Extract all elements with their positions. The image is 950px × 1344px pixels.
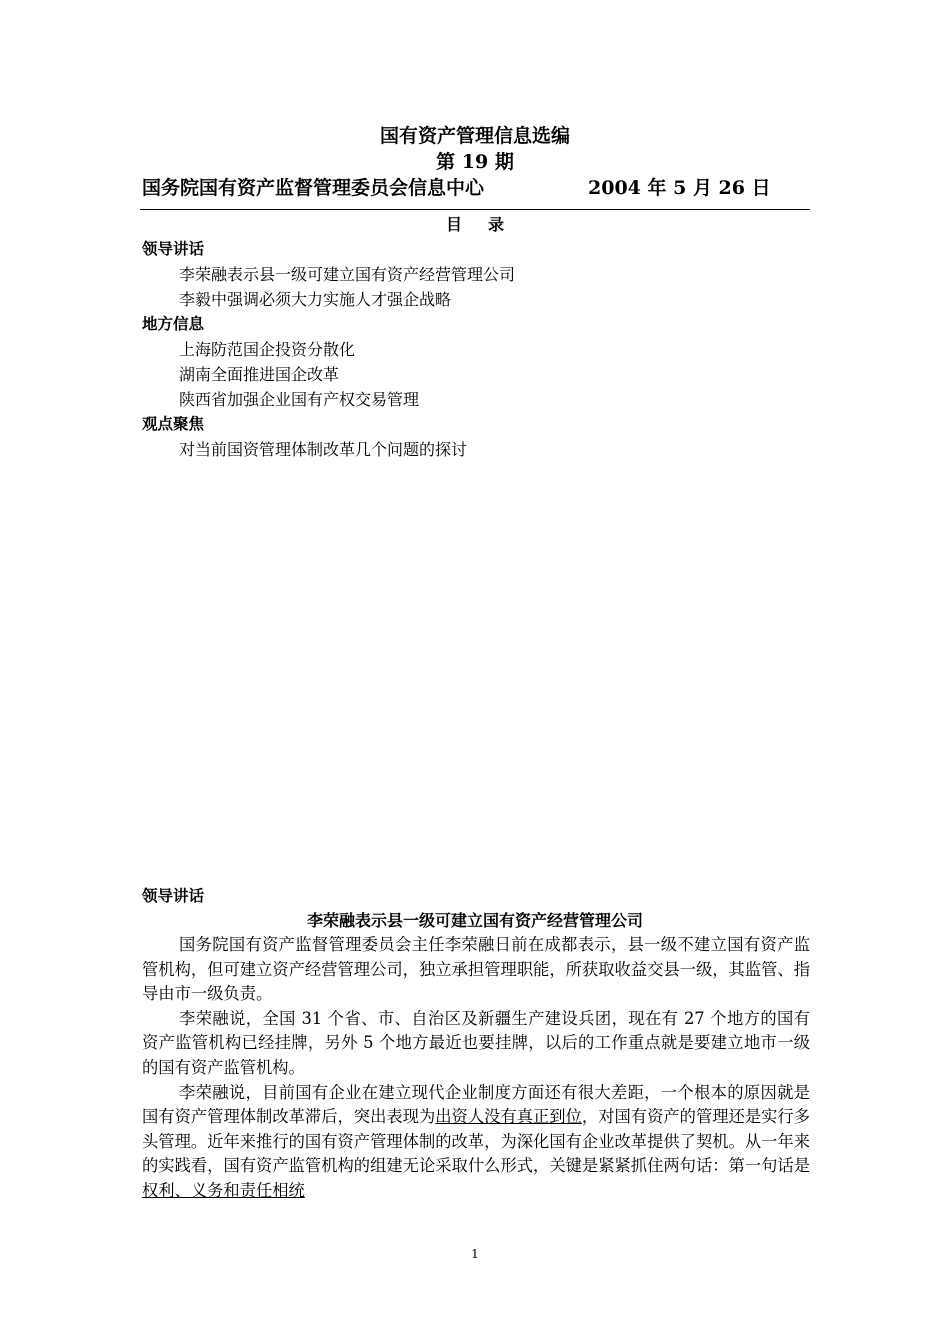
toc-title: 目录 <box>445 215 530 234</box>
toc-item[interactable]: 陕西省加强企业国有产权交易管理 <box>179 390 420 409</box>
underlined-phrase: 权利、义务和责任相统 <box>142 1180 305 1200</box>
toc-item[interactable]: 湖南全面推进国企改革 <box>179 365 340 384</box>
article-body <box>142 933 810 1204</box>
article-title: 李荣融表示县一级可建立国有资产经营管理公司 <box>306 911 643 930</box>
toc-section-heading: 地方信息 <box>142 315 205 333</box>
publication-date: 2004 年 5 月 26 日 <box>588 177 771 199</box>
page-number: 1 <box>471 1247 479 1261</box>
toc-section-heading: 领导讲话 <box>142 240 205 258</box>
paragraph-text: 李荣融说，目前国有企业在建立现代企业制度方面还有很大差距，一个根本的原因就是国有资产管理体制改革滞后，突出表现为 <box>142 1082 810 1127</box>
underlined-phrase: 出资人没有真正到位 <box>435 1107 582 1127</box>
table-of-contents <box>142 237 812 462</box>
paragraph-text: ，对国有资产的管理还是实行多头管理。近年来推行的国有资产管理体制的改革，为深化国有企业改革提供了契机。从一年来的实践看，国有资产监管机构的组建无论采取什么形式，关键是紧紧抓住两句话：第一句话是 <box>142 1107 810 1176</box>
publisher-organization: 国务院国有资产监督管理委员会信息中心 <box>142 177 485 199</box>
article-paragraph <box>142 1081 810 1204</box>
issue-number: 第 19 期 <box>436 151 514 173</box>
article-section-heading: 领导讲话 <box>142 887 205 905</box>
toc-item[interactable]: 李荣融表示县一级可建立国有资产经营管理公司 <box>179 265 516 284</box>
toc-item[interactable]: 李毅中强调必须大力实施人才强企战略 <box>179 290 452 309</box>
publication-title: 国有资产管理信息选编 <box>379 125 570 147</box>
toc-section-heading: 观点聚焦 <box>142 415 205 433</box>
toc-item[interactable]: 上海防范国企投资分散化 <box>179 340 356 359</box>
toc-item[interactable]: 对当前国资管理体制改革几个问题的探讨 <box>179 440 468 459</box>
article-paragraph: 李荣融说，全国 31 个省、市、自治区及新疆生产建设兵团，现在有 27 个地方的国有资产监管机构已经挂牌，另外 5 个地方最近也要挂牌，以后的工作重点就是要建立地市一级的国有资产监管机构。 <box>142 1008 810 1077</box>
header-divider <box>140 209 810 210</box>
article-paragraph: 国务院国有资产监督管理委员会主任李荣融日前在成都表示，县一级不建立国有资产监管机构，但可建立资产经营管理公司，独立承担管理职能，所获取收益交县一级，其监管、指导由市一级负责。 <box>142 935 810 1004</box>
